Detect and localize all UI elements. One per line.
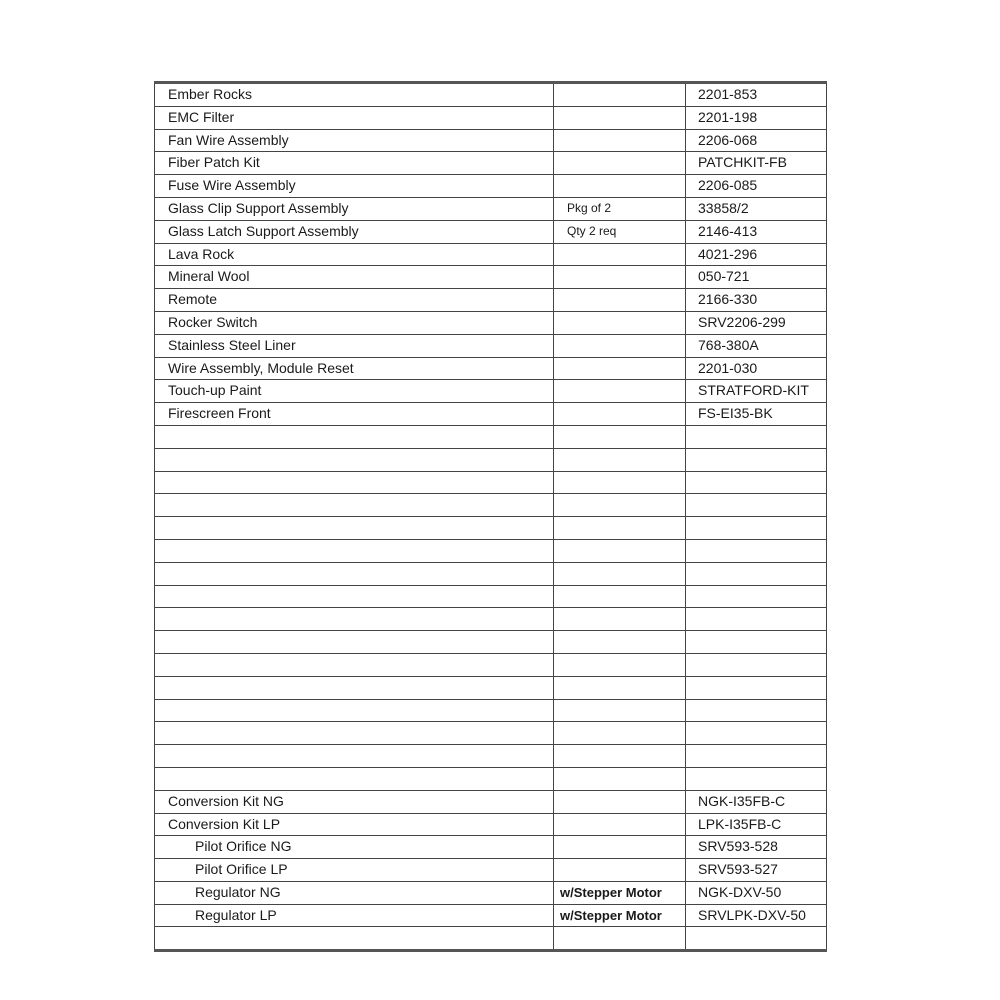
table-row <box>155 106 827 129</box>
part-note <box>554 289 686 312</box>
part-description: Touch-up Paint <box>155 380 554 403</box>
part-description: Conversion Kit LP <box>155 813 554 836</box>
part-description: Glass Latch Support Assembly <box>155 220 554 243</box>
part-number <box>686 676 827 699</box>
parts-table <box>154 81 827 952</box>
part-note <box>554 767 686 790</box>
part-note <box>554 653 686 676</box>
part-number: 2201-198 <box>686 106 827 129</box>
part-number <box>686 494 827 517</box>
part-description: Fan Wire Assembly <box>155 129 554 152</box>
part-number: 050-721 <box>686 266 827 289</box>
part-note <box>554 152 686 175</box>
part-note: w/Stepper Motor <box>554 904 686 927</box>
table-row <box>155 836 827 859</box>
part-number <box>686 539 827 562</box>
part-number: 2146-413 <box>686 220 827 243</box>
table-row <box>155 357 827 380</box>
part-description: Mineral Wool <box>155 266 554 289</box>
part-note <box>554 334 686 357</box>
table-row <box>155 197 827 220</box>
table-row <box>155 745 827 768</box>
part-note <box>554 927 686 951</box>
table-row <box>155 83 827 107</box>
table-row <box>155 517 827 540</box>
part-description: Wire Assembly, Module Reset <box>155 357 554 380</box>
part-description: Regulator NG <box>155 881 554 904</box>
part-note <box>554 790 686 813</box>
part-description <box>155 745 554 768</box>
table-row <box>155 425 827 448</box>
part-description <box>155 517 554 540</box>
part-number: LPK-I35FB-C <box>686 813 827 836</box>
part-description <box>155 631 554 654</box>
part-note <box>554 699 686 722</box>
table-row <box>155 471 827 494</box>
table-row <box>155 859 827 882</box>
table-row <box>155 608 827 631</box>
table-row <box>155 289 827 312</box>
table-row <box>155 152 827 175</box>
table-row <box>155 585 827 608</box>
part-description <box>155 608 554 631</box>
part-note <box>554 106 686 129</box>
part-note <box>554 745 686 768</box>
table-row <box>155 266 827 289</box>
table-row <box>155 631 827 654</box>
part-description <box>155 562 554 585</box>
table-row <box>155 448 827 471</box>
part-description: Fiber Patch Kit <box>155 152 554 175</box>
part-note <box>554 129 686 152</box>
table-row <box>155 129 827 152</box>
part-description <box>155 539 554 562</box>
part-note <box>554 813 686 836</box>
part-description: Glass Clip Support Assembly <box>155 197 554 220</box>
part-number <box>686 767 827 790</box>
part-description <box>155 448 554 471</box>
table-row <box>155 403 827 426</box>
table-row <box>155 539 827 562</box>
table-row <box>155 927 827 951</box>
part-description: Conversion Kit NG <box>155 790 554 813</box>
part-number: 2201-853 <box>686 83 827 107</box>
table-row <box>155 699 827 722</box>
table-row <box>155 562 827 585</box>
table-row <box>155 494 827 517</box>
part-number <box>686 653 827 676</box>
part-number <box>686 722 827 745</box>
part-number <box>686 471 827 494</box>
part-note <box>554 517 686 540</box>
part-description <box>155 425 554 448</box>
part-description: Stainless Steel Liner <box>155 334 554 357</box>
part-number: SRVLPK-DXV-50 <box>686 904 827 927</box>
table-row <box>155 813 827 836</box>
table-row <box>155 722 827 745</box>
part-number: 768-380A <box>686 334 827 357</box>
part-note <box>554 676 686 699</box>
table-row <box>155 653 827 676</box>
part-description <box>155 494 554 517</box>
part-number: SRV2206-299 <box>686 311 827 334</box>
part-description <box>155 722 554 745</box>
part-number <box>686 425 827 448</box>
part-note: Qty 2 req <box>554 220 686 243</box>
part-note <box>554 311 686 334</box>
part-description: Pilot Orifice NG <box>155 836 554 859</box>
part-number: 33858/2 <box>686 197 827 220</box>
part-note <box>554 448 686 471</box>
part-description: Regulator LP <box>155 904 554 927</box>
table-row <box>155 220 827 243</box>
part-note <box>554 631 686 654</box>
part-number: FS-EI35-BK <box>686 403 827 426</box>
part-description: EMC Filter <box>155 106 554 129</box>
part-number <box>686 448 827 471</box>
part-note <box>554 380 686 403</box>
part-number: STRATFORD-KIT <box>686 380 827 403</box>
part-note <box>554 608 686 631</box>
part-description <box>155 471 554 494</box>
part-number: 2206-085 <box>686 175 827 198</box>
part-number: 4021-296 <box>686 243 827 266</box>
part-note <box>554 83 686 107</box>
part-note <box>554 539 686 562</box>
table-row <box>155 380 827 403</box>
part-note <box>554 859 686 882</box>
part-note: w/Stepper Motor <box>554 881 686 904</box>
part-number <box>686 631 827 654</box>
part-number <box>686 927 827 951</box>
part-number: 2166-330 <box>686 289 827 312</box>
part-description <box>155 927 554 951</box>
part-note <box>554 562 686 585</box>
part-note <box>554 175 686 198</box>
part-note <box>554 585 686 608</box>
part-note <box>554 357 686 380</box>
part-description <box>155 699 554 722</box>
part-number <box>686 585 827 608</box>
part-number: 2201-030 <box>686 357 827 380</box>
part-description: Firescreen Front <box>155 403 554 426</box>
table-row <box>155 175 827 198</box>
part-number: PATCHKIT-FB <box>686 152 827 175</box>
part-number <box>686 517 827 540</box>
table-row <box>155 243 827 266</box>
table-row <box>155 767 827 790</box>
part-note <box>554 494 686 517</box>
part-number: 2206-068 <box>686 129 827 152</box>
part-number <box>686 562 827 585</box>
parts-table-body <box>155 83 827 951</box>
part-description <box>155 767 554 790</box>
part-description: Rocker Switch <box>155 311 554 334</box>
part-description: Ember Rocks <box>155 83 554 107</box>
part-description: Remote <box>155 289 554 312</box>
part-number <box>686 608 827 631</box>
part-note: Pkg of 2 <box>554 197 686 220</box>
part-note <box>554 403 686 426</box>
part-number: SRV593-528 <box>686 836 827 859</box>
part-number <box>686 699 827 722</box>
part-note <box>554 243 686 266</box>
part-description: Fuse Wire Assembly <box>155 175 554 198</box>
part-description <box>155 676 554 699</box>
table-row <box>155 311 827 334</box>
table-row <box>155 904 827 927</box>
part-description: Lava Rock <box>155 243 554 266</box>
table-row <box>155 881 827 904</box>
part-note <box>554 722 686 745</box>
part-description: Pilot Orifice LP <box>155 859 554 882</box>
table-row <box>155 676 827 699</box>
table-row <box>155 790 827 813</box>
part-number <box>686 745 827 768</box>
part-description <box>155 585 554 608</box>
part-note <box>554 836 686 859</box>
table-row <box>155 334 827 357</box>
part-number: SRV593-527 <box>686 859 827 882</box>
part-note <box>554 266 686 289</box>
part-number: NGK-DXV-50 <box>686 881 827 904</box>
part-note <box>554 425 686 448</box>
part-description <box>155 653 554 676</box>
part-number: NGK-I35FB-C <box>686 790 827 813</box>
part-note <box>554 471 686 494</box>
